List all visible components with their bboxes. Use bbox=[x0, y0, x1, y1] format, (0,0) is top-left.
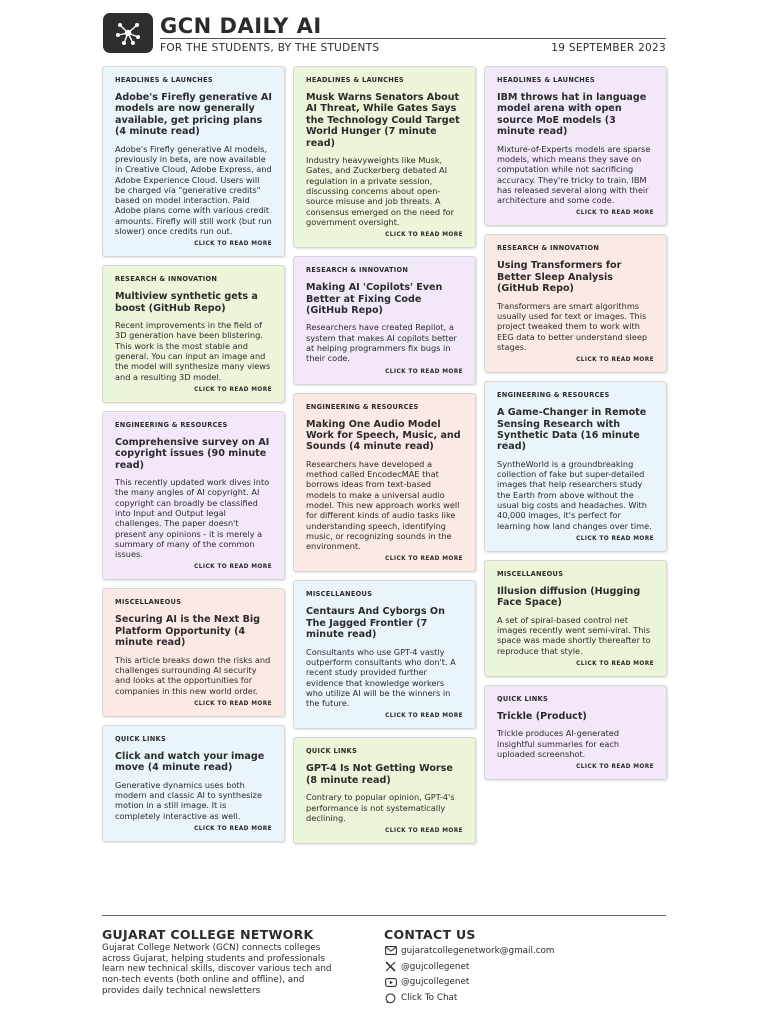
category-label: MISCELLANEOUS bbox=[115, 598, 182, 607]
article-card-headlines-and-launches[interactable] bbox=[293, 66, 476, 248]
article-summary: Researchers have created Repilot, a system that makes AI copilots better at helping programmers fix bugs in their code. bbox=[306, 322, 457, 364]
read-more-link[interactable]: CLICK TO READ MORE bbox=[194, 386, 272, 393]
article-title[interactable]: Musk Warns Senators About AI Threat, While Gates Says the Technology Could Target World Hunger (7 minute read) bbox=[306, 92, 460, 149]
article-title[interactable]: IBM throws hat in language model arena with open source MoE models (3 minute read) bbox=[497, 92, 647, 138]
article-card-quick-links[interactable] bbox=[293, 737, 476, 844]
article-title[interactable]: Comprehensive survey on AI copyright issues (90 minute read) bbox=[115, 436, 270, 471]
read-more-link[interactable]: CLICK TO READ MORE bbox=[194, 825, 272, 832]
article-title[interactable]: Adobe's Firefly generative AI models are now generally available, get pricing plans (4 minute read) bbox=[115, 92, 272, 138]
article-card-engineering-and-resources[interactable] bbox=[293, 393, 476, 573]
read-more-link[interactable]: CLICK TO READ MORE bbox=[576, 660, 654, 667]
category-label: QUICK LINKS bbox=[497, 694, 548, 703]
article-card-quick-links[interactable] bbox=[102, 725, 285, 842]
x-twitter-icon bbox=[384, 961, 397, 972]
article-title[interactable]: Making AI 'Copilots' Even Better at Fixing Code (GitHub Repo) bbox=[306, 282, 443, 316]
article-summary: Contrary to popular opinion, GPT-4's performance is not systematically declining. bbox=[306, 792, 455, 823]
article-summary: A set of spiral-based control net images recently went semi-viral. This space was made shortly thereafter to reproduce that style. bbox=[497, 614, 651, 656]
contact-youtube-text: @gujcollegenet bbox=[401, 977, 470, 988]
contact-whatsapp-text: Click To Chat bbox=[401, 993, 458, 1004]
org-title: GUJARAT COLLEGE NETWORK bbox=[102, 927, 314, 942]
masthead bbox=[103, 13, 666, 55]
contact-email[interactable] bbox=[384, 943, 555, 959]
network-nodes-icon bbox=[103, 13, 153, 53]
article-title[interactable]: Making One Audio Model Work for Speech, Music, and Sounds (4 minute read) bbox=[306, 418, 461, 453]
category-label: HEADLINES & LAUNCHES bbox=[115, 76, 213, 84]
youtube-icon bbox=[384, 977, 397, 988]
article-summary: Mixture-of-Experts models are sparse models, which means they save on computation while not sacrificing accuracy. They're tricky to train. IBM has released several along with their architecture and some code. bbox=[497, 143, 651, 206]
column-2 bbox=[293, 66, 476, 852]
read-more-link[interactable]: CLICK TO READ MORE bbox=[385, 368, 463, 375]
article-summary: This article breaks down the risks and challenges surrounding AI security and looks at the opportunities for companies in this new world order. bbox=[115, 654, 271, 696]
contact-whatsapp[interactable] bbox=[384, 990, 555, 1006]
article-card-miscellaneous[interactable] bbox=[102, 588, 285, 716]
article-summary: Adobe's Firefly generative AI models, previously in beta, are now available in Creative Cloud, Adobe Express, and Adobe Experience Cloud. Users will be charged via "generative credits" based on model interaction. Paid Adobe plans come with various credit amounts. Firefly will still work (but run slower) once credits run out. bbox=[115, 143, 272, 236]
article-card-headlines-and-launches[interactable] bbox=[484, 66, 667, 226]
article-summary: Trickle produces AI-generated insightful summaries for each uploaded screenshot. bbox=[497, 728, 620, 759]
article-title[interactable]: Using Transformers for Better Sleep Analysis (GitHub Repo) bbox=[497, 260, 622, 295]
read-more-link[interactable]: CLICK TO READ MORE bbox=[576, 764, 654, 771]
footer-divider bbox=[102, 915, 666, 916]
category-label: HEADLINES & LAUNCHES bbox=[306, 76, 404, 84]
issue-date: 19 SEPTEMBER 2023 bbox=[551, 42, 666, 54]
article-card-miscellaneous[interactable] bbox=[484, 560, 667, 677]
article-title[interactable]: Illusion diffusion (Hugging Face Space) bbox=[497, 585, 641, 609]
whatsapp-icon bbox=[384, 993, 397, 1004]
article-title[interactable]: Click and watch your image move (4 minute read) bbox=[115, 750, 265, 774]
article-title[interactable]: Trickle (Product) bbox=[497, 710, 587, 722]
category-label: QUICK LINKS bbox=[115, 734, 166, 743]
contact-list bbox=[384, 943, 555, 1006]
article-title[interactable]: A Game-Changer in Remote Sensing Research with Synthetic Data (16 minute read) bbox=[497, 407, 647, 453]
read-more-link[interactable]: CLICK TO READ MORE bbox=[576, 535, 654, 542]
article-card-headlines-and-launches[interactable] bbox=[102, 66, 285, 257]
contact-x[interactable] bbox=[384, 959, 555, 975]
category-label: RESEARCH & INNOVATION bbox=[497, 244, 600, 253]
tagline: FOR THE STUDENTS, BY THE STUDENTS bbox=[160, 42, 380, 54]
mail-icon bbox=[384, 945, 397, 956]
read-more-link[interactable]: CLICK TO READ MORE bbox=[576, 357, 654, 364]
column-1 bbox=[102, 66, 285, 850]
read-more-link[interactable]: CLICK TO READ MORE bbox=[194, 700, 272, 707]
read-more-link[interactable]: CLICK TO READ MORE bbox=[385, 713, 463, 720]
header-divider bbox=[160, 38, 666, 39]
article-title[interactable]: Multiview synthetic gets a boost (GitHub Repo) bbox=[115, 291, 258, 314]
read-more-link[interactable]: CLICK TO READ MORE bbox=[385, 556, 463, 563]
article-summary: Transformers are smart algorithms usually used for text or images. This project tweaked them to work with EEG data to better understand sleep stages. bbox=[497, 300, 648, 352]
read-more-link[interactable]: CLICK TO READ MORE bbox=[385, 828, 463, 835]
read-more-link[interactable]: CLICK TO READ MORE bbox=[194, 241, 272, 248]
article-summary: Recent improvements in the field of 3D generation have been blistering. This work is the most stable and general. You can input an image and the model will synthesize many views and a resulting 3D model. bbox=[115, 320, 271, 382]
category-label: RESEARCH & INNOVATION bbox=[306, 266, 409, 275]
category-label: ENGINEERING & RESOURCES bbox=[306, 402, 419, 411]
article-summary: Generative dynamics uses both modern and classic AI to synthesize motion in a still image. It is completely interactive as well. bbox=[115, 779, 262, 821]
article-card-research-and-innovation[interactable] bbox=[102, 265, 285, 403]
category-label: RESEARCH & INNOVATION bbox=[115, 275, 218, 284]
article-title[interactable]: Securing AI is the Next Big Platform Opportunity (4 minute read) bbox=[115, 614, 261, 649]
read-more-link[interactable]: CLICK TO READ MORE bbox=[385, 232, 463, 239]
article-title[interactable]: Centaurs And Cyborgs On The Jagged Frontier (7 minute read) bbox=[306, 606, 445, 641]
read-more-link[interactable]: CLICK TO READ MORE bbox=[576, 210, 654, 217]
article-summary: SyntheWorld is a groundbreaking collection of fake but super-detailed images that help researchers study the Earth from above without the usual big costs and headaches. With 40,000 images, it's perfect for learning how land changes over time. bbox=[497, 458, 652, 531]
category-label: ENGINEERING & RESOURCES bbox=[497, 391, 610, 400]
article-card-quick-links[interactable] bbox=[484, 685, 667, 780]
category-label: MISCELLANEOUS bbox=[497, 569, 564, 578]
contact-email-text: gujaratcollegenetwork@gmail.com bbox=[401, 945, 555, 956]
contact-title: CONTACT US bbox=[384, 927, 476, 942]
page-title: GCN DAILY AI bbox=[160, 14, 322, 38]
article-title[interactable]: GPT-4 Is Not Getting Worse (8 minute read) bbox=[306, 763, 453, 786]
read-more-link[interactable]: CLICK TO READ MORE bbox=[194, 564, 272, 571]
article-card-research-and-innovation[interactable] bbox=[484, 234, 667, 373]
column-3 bbox=[484, 66, 667, 788]
category-label: HEADLINES & LAUNCHES bbox=[497, 76, 595, 84]
category-label: QUICK LINKS bbox=[306, 747, 357, 756]
article-card-miscellaneous[interactable] bbox=[293, 580, 476, 729]
article-summary: Industry heavyweights like Musk, Gates, and Zuckerberg debated AI regulation in a private session, discussing concerns about open-source misuse and job threats. A consensus emerged on the need for government oversight. bbox=[306, 155, 454, 227]
article-summary: This recently updated work dives into the many angles of AI copyright. AI copyright can broadly be classified into Input and Output legal challenges. The paper doesn't present any opinions - it is merely a summary of many of the common issues. bbox=[115, 477, 270, 560]
category-label: MISCELLANEOUS bbox=[306, 590, 373, 599]
contact-youtube[interactable] bbox=[384, 975, 555, 991]
article-card-engineering-and-resources[interactable] bbox=[102, 411, 285, 581]
article-card-engineering-and-resources[interactable] bbox=[484, 381, 667, 552]
category-label: ENGINEERING & RESOURCES bbox=[115, 420, 228, 429]
org-description: Gujarat College Network (GCN) connects colleges across Gujarat, helping students and professionals learn new technical skills, discover various tech and non-tech events (both online and offline), and provides daily technical newsletters bbox=[102, 943, 332, 996]
article-summary: Researchers have developed a method called EncodecMAE that borrows ideas from text-based models to make a universal audio model. This new approach works well for different kinds of audio tasks like understanding speech, identifying music, or recognizing sounds in the environment. bbox=[306, 458, 460, 552]
article-summary: Consultants who use GPT-4 vastly outperform consultants who don't. A recent study provided further evidence that knowledge workers who utilize AI will be the winners in the future. bbox=[306, 646, 456, 709]
article-card-research-and-innovation[interactable] bbox=[293, 256, 476, 384]
contact-x-text: @gujcollegenet bbox=[401, 961, 470, 972]
